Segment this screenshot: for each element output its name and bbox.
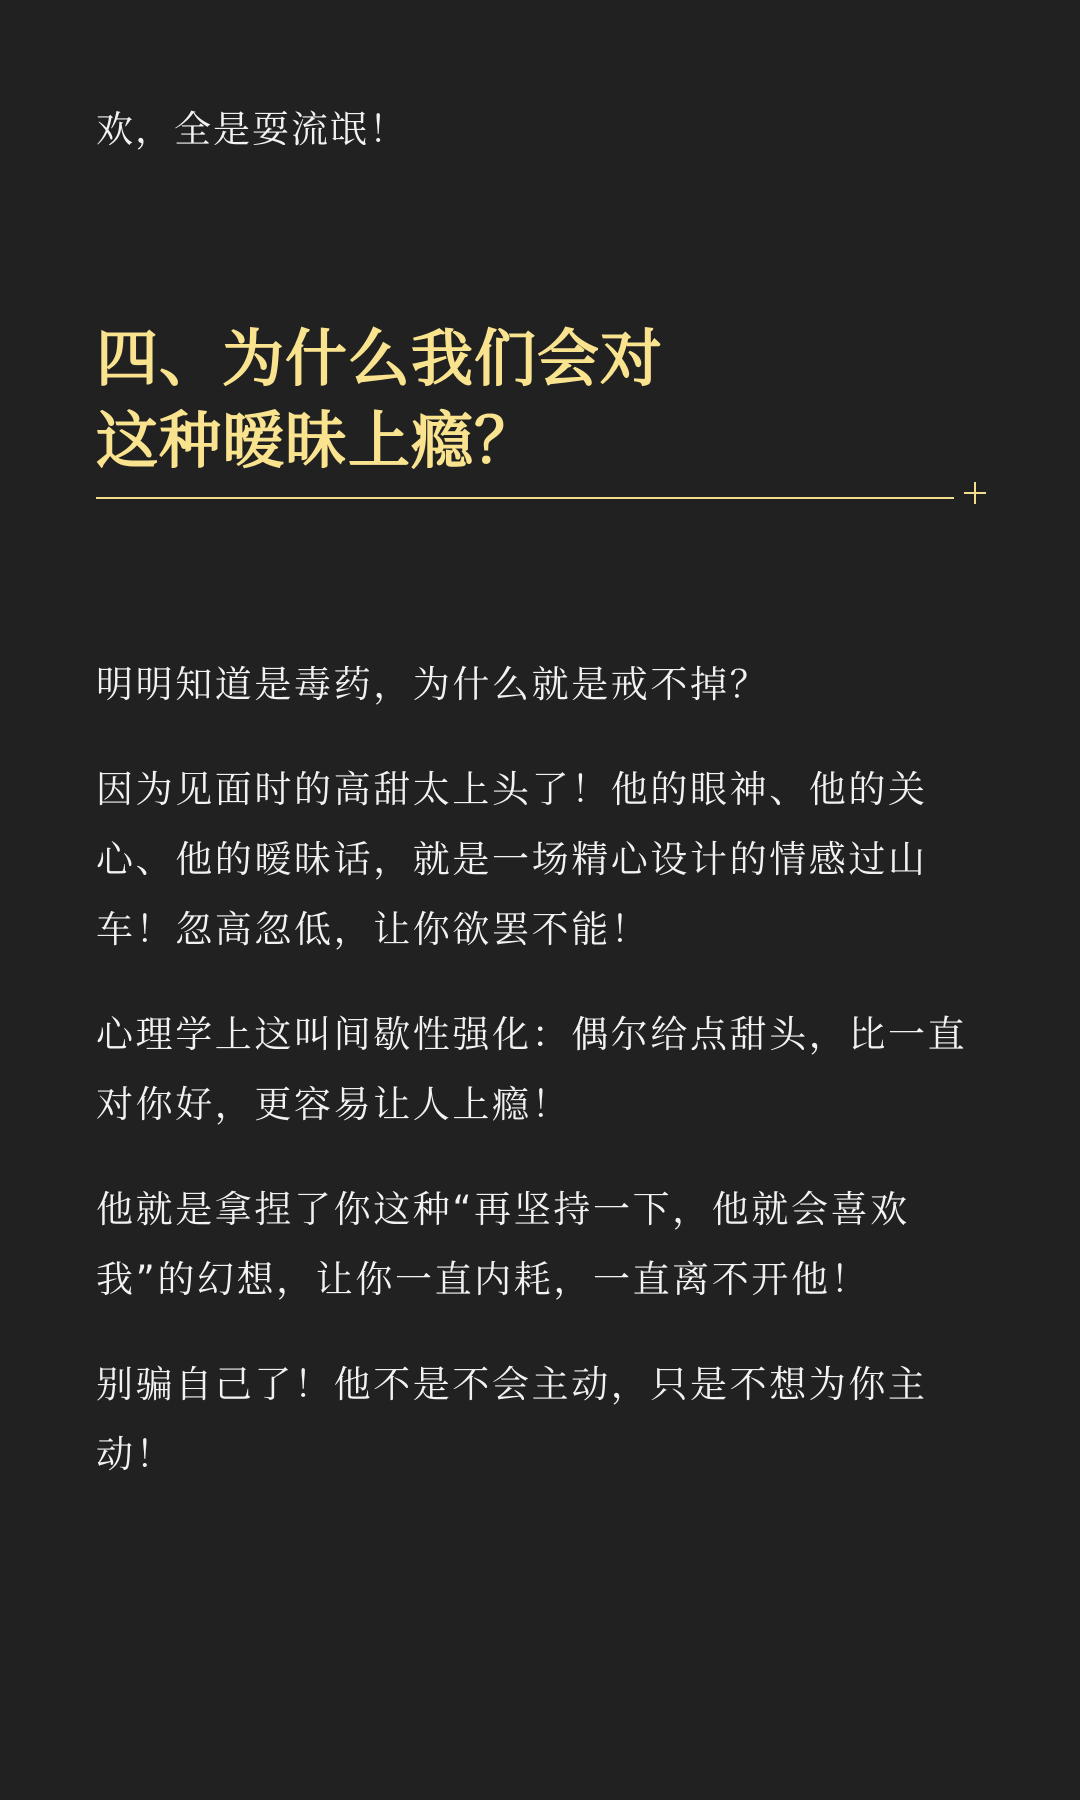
- section-divider: [96, 497, 954, 499]
- section-title: [96, 318, 996, 482]
- paragraph-3: 心理学上这叫间歇性强化：偶尔给点甜头，比一直对你好，更容易让人上瘾！: [96, 1013, 968, 1126]
- paragraph-2: 因为见面时的高甜太上头了！他的眼神、他的关心、他的暧昧话，就是一场精心设计的情感过山车！忽高忽低，让你欲罢不能！: [96, 768, 928, 951]
- paragraph-1: 明明知道是毒药，为什么就是戒不掉？: [96, 663, 770, 706]
- paragraph-4: 他就是拿捏了你这种“再坚持一下，他就会喜欢我”的幻想，让你一直内耗，一直离不开他！: [96, 1188, 910, 1301]
- section-title-line-1: 四、为什么我们会对: [96, 322, 664, 395]
- plus-icon: [962, 480, 988, 506]
- lead-text: 欢，全是耍流氓！: [96, 108, 408, 151]
- section-title-line-2: 这种暧昧上瘾？: [96, 404, 538, 477]
- paragraph-5: 别骗自己了！他不是不会主动，只是不想为你主动！: [96, 1363, 928, 1476]
